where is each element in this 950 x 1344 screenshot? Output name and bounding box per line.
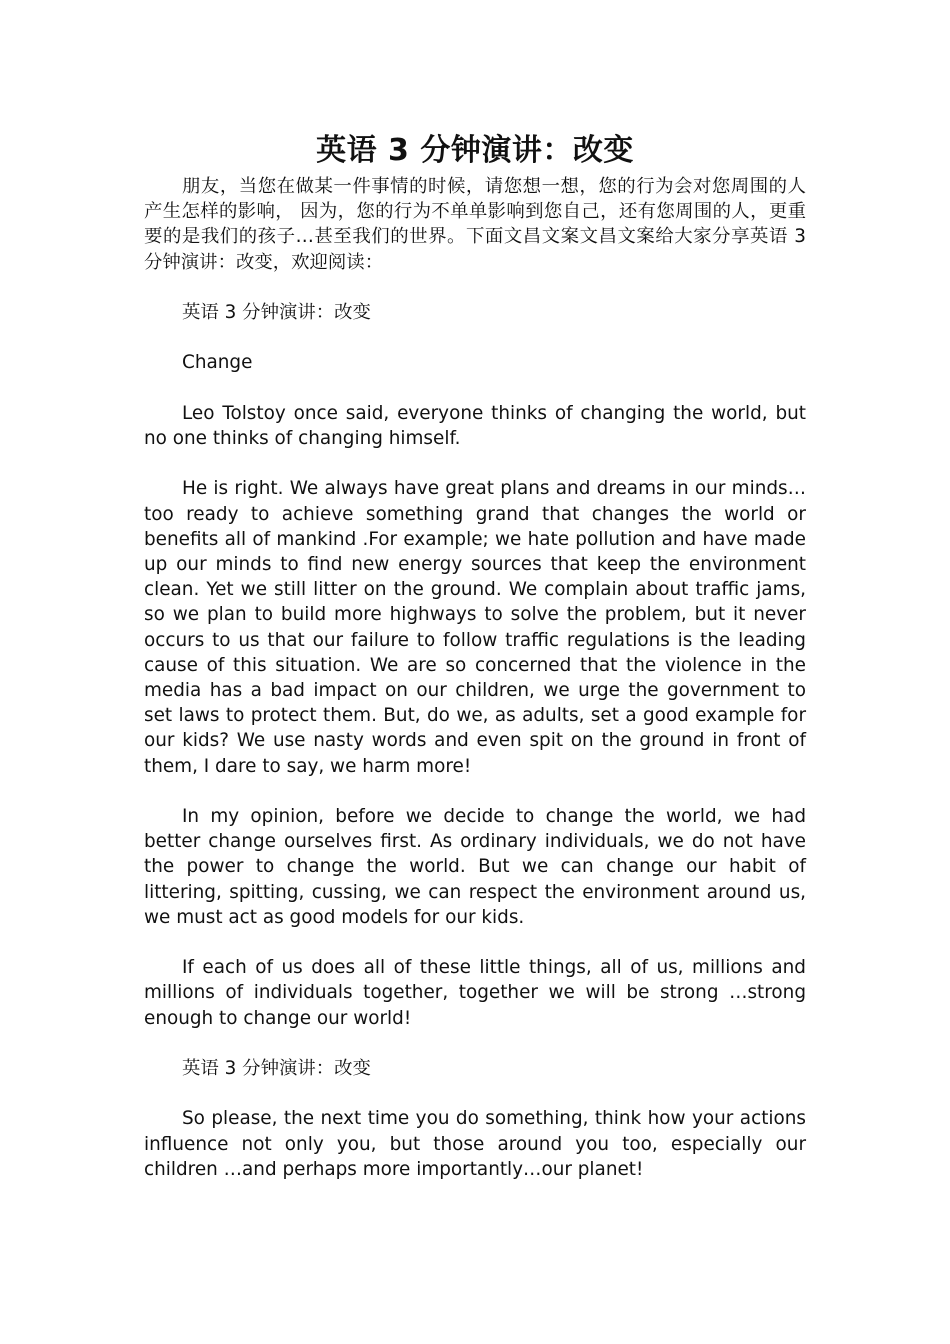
- subheading-change: Change: [182, 352, 253, 374]
- spacer: [144, 930, 806, 955]
- paragraph-tolstoy: Leo Tolstoy once said, everyone thinks of changing the world, but no one thinks of changing himself.: [144, 402, 806, 449]
- intro-paragraph: 朋友，当您在做某一件事情的时候，请您想一想，您的行为会对您周围的人产生怎样的影响， 因为，您的行为不单单影响到您自己，还有您周围的人，更重要的是我们的孩子…甚至我们的世界。下面文昌文案文昌文案给大家分享英语 3 分钟演讲：改变，欢迎阅读：: [144, 176, 806, 273]
- paragraph-each-of-us: If each of us does all of these little things, all of us, millions and millions of individuals together, together we will be strong …strong enough to change our world!: [144, 957, 806, 1029]
- spacer: [144, 1081, 806, 1106]
- spacer: [144, 451, 806, 476]
- document-page: [144, 128, 806, 1182]
- spacer: [144, 1031, 806, 1056]
- document-title: 英语 3 分钟演讲：改变: [316, 133, 634, 168]
- paragraph-he-is-right: He is right. We always have great plans and dreams in our minds…too ready to achieve something grand that changes the world or benefits all of mankind .For example; we hate pollution and have made up our minds to find new energy sources that keep the environment clean. Yet we still litter on the ground. We complain about traffic jams, so we plan to build more highways to solve the problem, but it never occurs to us that our failure to follow traffic regulations is the leading cause of this situation. We are so concerned that the violence in the media has a bad impact on our children, we urge the government to set laws to protect them. But, do we, as adults, set a good example for our kids? We use nasty words and even spit on the ground in front of them, I dare to say, we harm more!: [144, 478, 806, 777]
- spacer: [144, 779, 806, 804]
- paragraph-opinion: In my opinion, before we decide to change the world, we had better change ourselves first. As ordinary individuals, we do not have the power to change the world. But we can change our habit of littering, spitting, cussing, we can respect the environment around us, we must act as good models for our kids.: [144, 806, 806, 928]
- paragraph-so-please: So please, the next time you do something, think how your actions influence not only you, but those around you too, especially our children …and perhaps more importantly…our planet!: [144, 1108, 806, 1180]
- spacer: [144, 275, 806, 300]
- spacer: [144, 325, 806, 350]
- subheading-chinese-1: 英语 3 分钟演讲：改变: [182, 302, 371, 323]
- spacer: [144, 376, 806, 401]
- subheading-chinese-2: 英语 3 分钟演讲：改变: [182, 1058, 371, 1079]
